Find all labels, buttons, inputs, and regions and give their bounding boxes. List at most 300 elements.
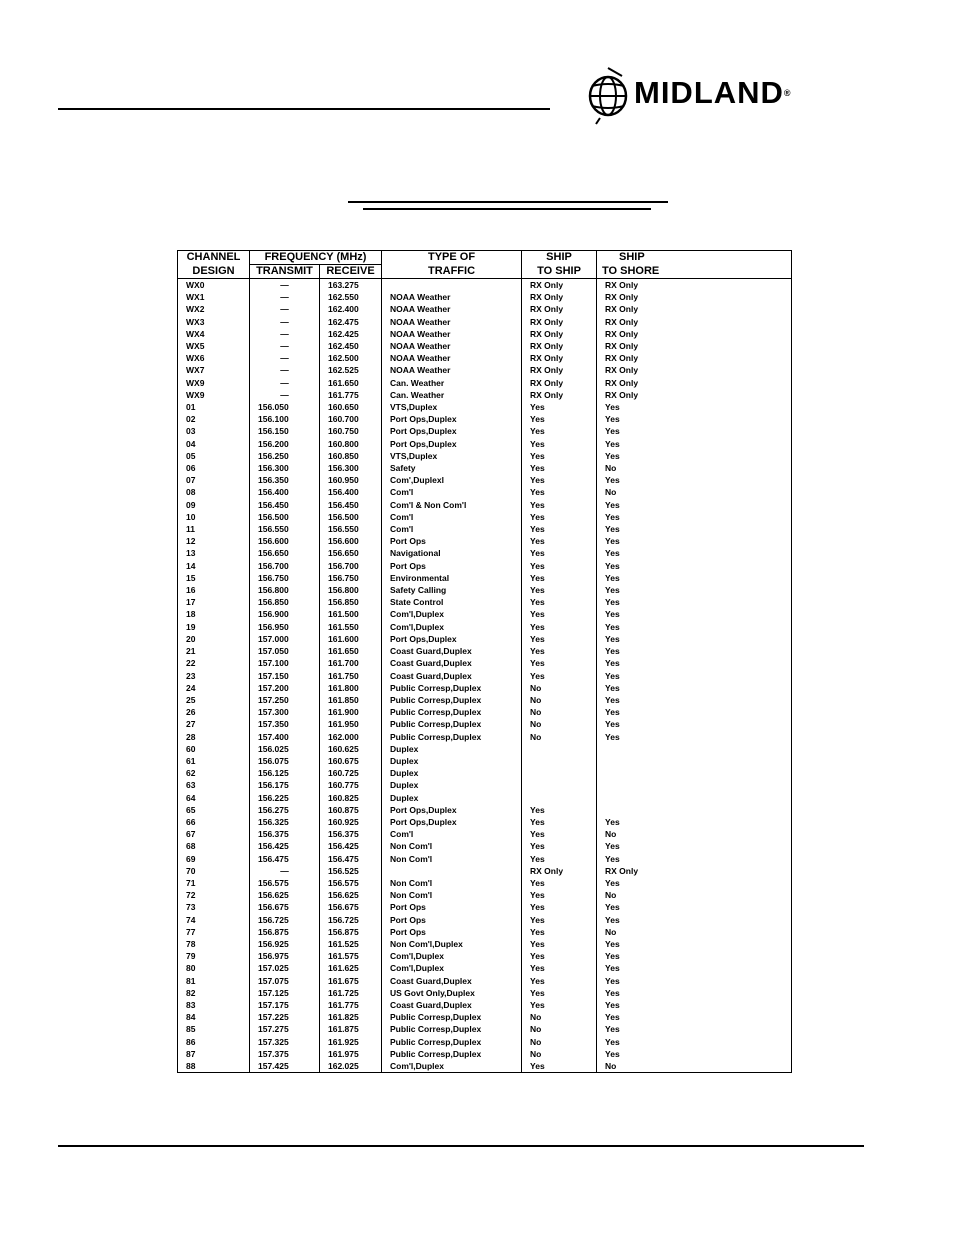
receive-cell: 161.700 (320, 657, 382, 669)
col-header-design: DESIGN (178, 265, 250, 279)
receive-cell: 162.425 (320, 328, 382, 340)
receive-cell: 161.900 (320, 706, 382, 718)
transmit-cell: 157.350 (250, 718, 320, 730)
channel-cell: 71 (186, 877, 196, 888)
ship-to-shore-cell: Yes (597, 950, 792, 962)
transmit-cell: 156.800 (250, 584, 320, 596)
transmit-cell: — (250, 865, 320, 877)
ship-to-shore-cell: Yes (597, 1048, 792, 1060)
receive-cell: 162.000 (320, 731, 382, 743)
traffic-cell: Port Ops,Duplex (382, 804, 522, 816)
transmit-cell: 157.075 (250, 975, 320, 987)
receive-cell: 161.875 (320, 1023, 382, 1035)
ship-to-shore-cell: Yes (597, 572, 792, 584)
channel-cell: 78 (186, 938, 196, 949)
receive-cell: 156.500 (320, 511, 382, 523)
channel-cell: 62 (186, 768, 196, 779)
receive-cell: 163.275 (320, 279, 382, 292)
table-row (178, 535, 792, 547)
traffic-cell: Port Ops,Duplex (382, 633, 522, 645)
receive-cell: 156.425 (320, 840, 382, 852)
receive-cell: 162.550 (320, 291, 382, 303)
channel-cell: 84 (186, 1012, 196, 1023)
traffic-cell: NOAA Weather (382, 291, 522, 303)
ship-to-shore-cell (597, 755, 792, 767)
receive-cell: 160.825 (320, 792, 382, 804)
globe-icon (586, 66, 632, 126)
ship-to-ship-cell: RX Only (522, 377, 597, 389)
transmit-cell: 156.975 (250, 950, 320, 962)
receive-cell: 161.750 (320, 670, 382, 682)
channel-cell: 69 (186, 853, 196, 864)
table-row (178, 352, 792, 364)
transmit-cell: 156.900 (250, 608, 320, 620)
channel-cell: 05 (186, 450, 196, 461)
traffic-cell: Com'l (382, 486, 522, 498)
ship-to-shore-cell: Yes (597, 670, 792, 682)
traffic-cell: Port Ops (382, 560, 522, 572)
traffic-cell: NOAA Weather (382, 316, 522, 328)
ship-to-shore-cell: No (597, 926, 792, 938)
transmit-cell: 157.425 (250, 1060, 320, 1073)
receive-cell: 160.650 (320, 401, 382, 413)
traffic-cell: US Govt Only,Duplex (382, 987, 522, 999)
channel-cell: 73 (186, 902, 196, 913)
col-header-traffic: TRAFFIC (382, 265, 522, 279)
channel-cell: WX7 (186, 365, 205, 376)
ship-to-shore-cell: Yes (597, 608, 792, 620)
receive-cell: 160.875 (320, 804, 382, 816)
ship-to-ship-cell: Yes (522, 547, 597, 559)
traffic-cell: Environmental (382, 572, 522, 584)
traffic-cell (382, 865, 522, 877)
traffic-cell: Non Com'l (382, 889, 522, 901)
ship-to-ship-cell (522, 743, 597, 755)
ship-to-ship-cell: Yes (522, 962, 597, 974)
ship-to-shore-cell: Yes (597, 1036, 792, 1048)
table-row (178, 1011, 792, 1023)
ship-to-shore-cell (597, 779, 792, 791)
channel-cell: 74 (186, 914, 196, 925)
ship-to-shore-cell: RX Only (597, 291, 792, 303)
ship-to-shore-cell: No (597, 1060, 792, 1073)
transmit-cell: 156.450 (250, 499, 320, 511)
table-row (178, 792, 792, 804)
transmit-cell: 156.625 (250, 889, 320, 901)
col-header-to-ship: TO SHIP (522, 265, 597, 279)
ship-to-shore-cell: Yes (597, 535, 792, 547)
table-row (178, 645, 792, 657)
transmit-cell: 156.175 (250, 779, 320, 791)
traffic-cell: Coast Guard,Duplex (382, 645, 522, 657)
receive-cell: 156.600 (320, 535, 382, 547)
receive-cell: 160.850 (320, 450, 382, 462)
footer-rule (58, 1145, 864, 1147)
ship-to-shore-cell: RX Only (597, 328, 792, 340)
traffic-cell: Port Ops,Duplex (382, 816, 522, 828)
ship-to-shore-cell: Yes (597, 731, 792, 743)
traffic-cell: Coast Guard,Duplex (382, 670, 522, 682)
ship-to-ship-cell: Yes (522, 486, 597, 498)
transmit-cell: 157.175 (250, 999, 320, 1011)
ship-to-ship-cell: Yes (522, 914, 597, 926)
channel-cell: 61 (186, 755, 196, 766)
transmit-cell: 156.675 (250, 901, 320, 913)
table-row (178, 364, 792, 376)
ship-to-ship-cell: Yes (522, 999, 597, 1011)
ship-to-shore-cell: Yes (597, 975, 792, 987)
channel-cell: 85 (186, 1024, 196, 1035)
table-row (178, 816, 792, 828)
col-header-ship-to-ship: SHIP (522, 251, 597, 265)
ship-to-shore-cell: Yes (597, 621, 792, 633)
traffic-cell: Duplex (382, 792, 522, 804)
ship-to-ship-cell: Yes (522, 804, 597, 816)
ship-to-shore-cell: RX Only (597, 303, 792, 315)
ship-to-shore-cell: Yes (597, 706, 792, 718)
channel-cell: 88 (186, 1061, 196, 1071)
table-row (178, 596, 792, 608)
transmit-cell: 156.550 (250, 523, 320, 535)
table-row (178, 450, 792, 462)
transmit-cell: 156.725 (250, 914, 320, 926)
ship-to-shore-cell: Yes (597, 438, 792, 450)
channel-cell: WX6 (186, 353, 205, 364)
traffic-cell: Port Ops,Duplex (382, 425, 522, 437)
transmit-cell: 157.400 (250, 731, 320, 743)
table-row (178, 633, 792, 645)
receive-cell: 156.875 (320, 926, 382, 938)
traffic-cell: Public Corresp,Duplex (382, 718, 522, 730)
ship-to-ship-cell: Yes (522, 523, 597, 535)
transmit-cell: 157.125 (250, 987, 320, 999)
ship-to-shore-cell: Yes (597, 682, 792, 694)
receive-cell: 160.675 (320, 755, 382, 767)
transmit-cell: 156.350 (250, 474, 320, 486)
ship-to-shore-cell: Yes (597, 511, 792, 523)
ship-to-shore-cell: RX Only (597, 389, 792, 401)
transmit-cell: 156.050 (250, 401, 320, 413)
ship-to-ship-cell: Yes (522, 413, 597, 425)
traffic-cell: Port Ops,Duplex (382, 438, 522, 450)
ship-to-shore-cell: No (597, 462, 792, 474)
transmit-cell: — (250, 389, 320, 401)
channel-cell: 67 (186, 829, 196, 840)
traffic-cell: Public Corresp,Duplex (382, 694, 522, 706)
receive-cell: 162.400 (320, 303, 382, 315)
receive-cell: 161.725 (320, 987, 382, 999)
transmit-cell: 157.000 (250, 633, 320, 645)
traffic-cell: Port Ops (382, 926, 522, 938)
ship-to-ship-cell: Yes (522, 596, 597, 608)
traffic-cell: Com'l & Non Com'l (382, 499, 522, 511)
ship-to-shore-cell: Yes (597, 401, 792, 413)
traffic-cell: VTS,Duplex (382, 450, 522, 462)
traffic-cell: Safety Calling (382, 584, 522, 596)
traffic-cell: NOAA Weather (382, 340, 522, 352)
traffic-cell: Duplex (382, 755, 522, 767)
traffic-cell: Safety (382, 462, 522, 474)
channel-cell: 81 (186, 975, 196, 986)
transmit-cell: 156.150 (250, 425, 320, 437)
traffic-cell: Port Ops (382, 535, 522, 547)
transmit-cell: 156.750 (250, 572, 320, 584)
traffic-cell: NOAA Weather (382, 328, 522, 340)
traffic-cell: Port Ops,Duplex (382, 413, 522, 425)
traffic-cell: Com'l (382, 828, 522, 840)
traffic-cell: NOAA Weather (382, 303, 522, 315)
receive-cell: 156.650 (320, 547, 382, 559)
transmit-cell: 156.025 (250, 743, 320, 755)
table-row (178, 840, 792, 852)
ship-to-ship-cell: No (522, 1036, 597, 1048)
col-header-channel: CHANNEL (186, 251, 241, 263)
receive-cell: 161.650 (320, 377, 382, 389)
traffic-cell: Coast Guard,Duplex (382, 975, 522, 987)
channel-cell: 70 (186, 865, 196, 876)
ship-to-shore-cell: Yes (597, 999, 792, 1011)
ship-to-shore-cell: Yes (597, 584, 792, 596)
ship-to-ship-cell: Yes (522, 560, 597, 572)
receive-cell: 156.800 (320, 584, 382, 596)
receive-cell: 161.800 (320, 682, 382, 694)
transmit-cell: 156.425 (250, 840, 320, 852)
receive-cell: 161.975 (320, 1048, 382, 1060)
ship-to-ship-cell: Yes (522, 938, 597, 950)
table-row (178, 682, 792, 694)
ship-to-shore-cell: Yes (597, 853, 792, 865)
ship-to-shore-cell: Yes (597, 962, 792, 974)
marine-channel-frequency-table (177, 250, 792, 1073)
transmit-cell: — (250, 328, 320, 340)
transmit-cell: — (250, 291, 320, 303)
transmit-cell: 156.250 (250, 450, 320, 462)
traffic-cell: Com'l,Duplex (382, 608, 522, 620)
traffic-cell: Public Corresp,Duplex (382, 731, 522, 743)
ship-to-ship-cell (522, 767, 597, 779)
table-row (178, 999, 792, 1011)
transmit-cell: 156.700 (250, 560, 320, 572)
channel-cell: 63 (186, 780, 196, 791)
transmit-cell: 156.950 (250, 621, 320, 633)
table-row (178, 608, 792, 620)
col-header-transmit: TRANSMIT (250, 265, 320, 279)
col-header-receive: RECEIVE (320, 265, 382, 279)
channel-cell: 14 (186, 560, 196, 571)
receive-cell: 162.500 (320, 352, 382, 364)
ship-to-ship-cell: RX Only (522, 364, 597, 376)
receive-cell: 160.700 (320, 413, 382, 425)
ship-to-shore-cell: RX Only (597, 340, 792, 352)
receive-cell: 161.525 (320, 938, 382, 950)
ship-to-shore-cell: Yes (597, 914, 792, 926)
transmit-cell: 156.925 (250, 938, 320, 950)
receive-cell: 162.475 (320, 316, 382, 328)
ship-to-shore-cell (597, 804, 792, 816)
receive-cell: 162.450 (320, 340, 382, 352)
traffic-cell: Can. Weather (382, 377, 522, 389)
table-row (178, 499, 792, 511)
channel-cell: 02 (186, 414, 196, 425)
channel-cell: 27 (186, 719, 196, 730)
table-header-row-top (178, 251, 792, 265)
transmit-cell: 157.300 (250, 706, 320, 718)
ship-to-ship-cell: No (522, 706, 597, 718)
midland-logo (586, 66, 858, 126)
ship-to-ship-cell: Yes (522, 633, 597, 645)
table-row (178, 987, 792, 999)
channel-cell: WX2 (186, 304, 205, 315)
ship-to-ship-cell: Yes (522, 828, 597, 840)
ship-to-shore-cell: Yes (597, 560, 792, 572)
ship-to-ship-cell: Yes (522, 621, 597, 633)
traffic-cell: VTS,Duplex (382, 401, 522, 413)
ship-to-ship-cell: RX Only (522, 328, 597, 340)
traffic-cell: Can. Weather (382, 389, 522, 401)
table-row (178, 962, 792, 974)
channel-cell: WX0 (186, 280, 205, 290)
transmit-cell: 156.100 (250, 413, 320, 425)
traffic-cell: Non Com'l,Duplex (382, 938, 522, 950)
channel-cell: 23 (186, 670, 196, 681)
transmit-cell: 157.275 (250, 1023, 320, 1035)
table-row (178, 743, 792, 755)
channel-cell: 11 (186, 524, 195, 535)
ship-to-shore-cell: Yes (597, 987, 792, 999)
traffic-cell: Non Com'l (382, 853, 522, 865)
transmit-cell: 157.050 (250, 645, 320, 657)
ship-to-ship-cell: RX Only (522, 865, 597, 877)
transmit-cell: — (250, 279, 320, 292)
table-row (178, 389, 792, 401)
traffic-cell: Com'l (382, 523, 522, 535)
traffic-cell: Port Ops (382, 901, 522, 913)
receive-cell: 156.675 (320, 901, 382, 913)
channel-cell: WX9 (186, 377, 205, 388)
traffic-cell: Duplex (382, 767, 522, 779)
channel-cell: 26 (186, 707, 196, 718)
ship-to-ship-cell: Yes (522, 1060, 597, 1073)
receive-cell: 156.450 (320, 499, 382, 511)
channel-cell: WX1 (186, 292, 205, 303)
ship-to-ship-cell: Yes (522, 645, 597, 657)
transmit-cell: 156.225 (250, 792, 320, 804)
ship-to-shore-cell (597, 743, 792, 755)
table-row (178, 877, 792, 889)
table-row (178, 401, 792, 413)
ship-to-shore-cell: Yes (597, 718, 792, 730)
ship-to-ship-cell: Yes (522, 499, 597, 511)
ship-to-shore-cell: Yes (597, 694, 792, 706)
table-row (178, 779, 792, 791)
table-row (178, 767, 792, 779)
receive-cell: 156.375 (320, 828, 382, 840)
table-row (178, 560, 792, 572)
channel-cell: 07 (186, 475, 196, 486)
transmit-cell: 156.325 (250, 816, 320, 828)
ship-to-shore-cell: Yes (597, 413, 792, 425)
transmit-cell: 157.375 (250, 1048, 320, 1060)
traffic-cell: Port Ops (382, 914, 522, 926)
traffic-cell: Non Com'l (382, 840, 522, 852)
traffic-cell: Public Corresp,Duplex (382, 706, 522, 718)
table-row (178, 486, 792, 498)
traffic-cell: Navigational (382, 547, 522, 559)
channel-cell: 68 (186, 841, 196, 852)
receive-cell: 161.500 (320, 608, 382, 620)
channel-cell: 79 (186, 951, 196, 962)
receive-cell: 156.850 (320, 596, 382, 608)
receive-cell: 160.775 (320, 779, 382, 791)
table-row (178, 657, 792, 669)
channel-cell: 17 (186, 597, 196, 608)
ship-to-ship-cell: Yes (522, 877, 597, 889)
transmit-cell: — (250, 364, 320, 376)
transmit-cell: 156.275 (250, 804, 320, 816)
channel-cell: 06 (186, 463, 196, 474)
ship-to-shore-cell: Yes (597, 645, 792, 657)
channel-cell: 19 (186, 621, 196, 632)
channel-cell: 01 (186, 402, 196, 413)
table-row (178, 853, 792, 865)
channel-cell: 60 (186, 743, 196, 754)
col-header-type-of: TYPE OF (382, 251, 522, 265)
table-row (178, 950, 792, 962)
ship-to-shore-cell: Yes (597, 1023, 792, 1035)
receive-cell: 161.775 (320, 389, 382, 401)
ship-to-shore-cell: Yes (597, 499, 792, 511)
ship-to-ship-cell (522, 755, 597, 767)
transmit-cell: — (250, 316, 320, 328)
col-header-to-shore: TO SHORE (597, 265, 792, 279)
receive-cell: 156.475 (320, 853, 382, 865)
receive-cell: 156.700 (320, 560, 382, 572)
transmit-cell: 157.025 (250, 962, 320, 974)
ship-to-shore-cell: Yes (597, 816, 792, 828)
traffic-cell (382, 279, 522, 292)
table-row (178, 303, 792, 315)
table-row (178, 621, 792, 633)
receive-cell: 161.550 (320, 621, 382, 633)
channel-cell: 66 (186, 816, 196, 827)
ship-to-shore-cell: RX Only (597, 865, 792, 877)
table-row (178, 462, 792, 474)
receive-cell: 156.550 (320, 523, 382, 535)
ship-to-ship-cell: Yes (522, 511, 597, 523)
ship-to-ship-cell: No (522, 1011, 597, 1023)
table-row (178, 572, 792, 584)
table-row (178, 291, 792, 303)
channel-cell: 28 (186, 731, 196, 742)
transmit-cell: 156.500 (250, 511, 320, 523)
ship-to-ship-cell: RX Only (522, 279, 597, 292)
receive-cell: 162.525 (320, 364, 382, 376)
ship-to-shore-cell: RX Only (597, 352, 792, 364)
table-row (178, 413, 792, 425)
transmit-cell: 156.850 (250, 596, 320, 608)
channel-cell: WX5 (186, 341, 205, 352)
channel-cell: 18 (186, 609, 196, 620)
traffic-cell: Com'l,Duplex (382, 950, 522, 962)
receive-cell: 161.950 (320, 718, 382, 730)
receive-cell: 160.800 (320, 438, 382, 450)
ship-to-ship-cell: Yes (522, 950, 597, 962)
transmit-cell: 156.200 (250, 438, 320, 450)
table-row (178, 328, 792, 340)
traffic-cell: Public Corresp,Duplex (382, 682, 522, 694)
transmit-cell: 156.125 (250, 767, 320, 779)
traffic-cell: Com'l,Duplex (382, 962, 522, 974)
